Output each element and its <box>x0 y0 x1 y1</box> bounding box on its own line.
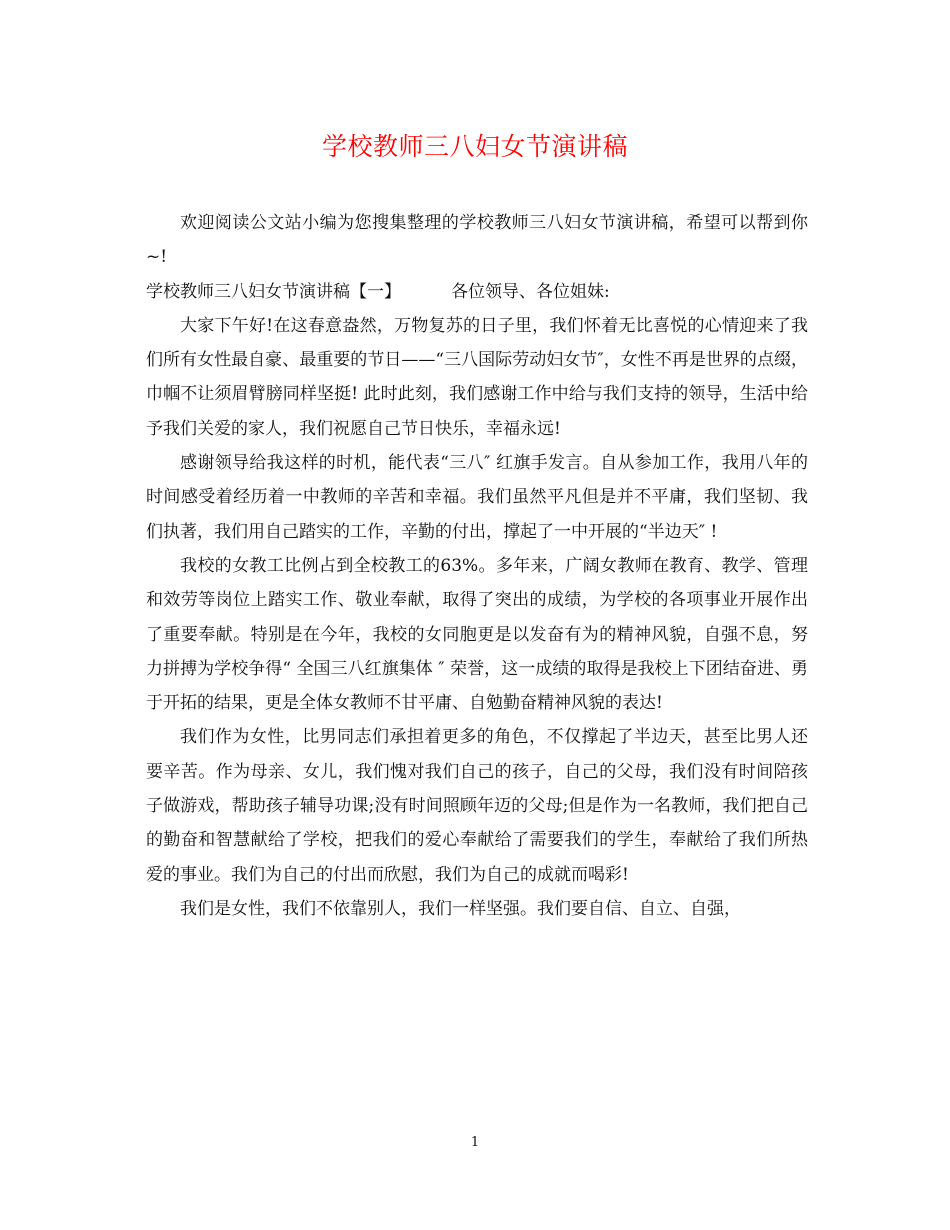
section-heading-line <box>146 275 808 309</box>
page-number: 1 <box>470 1135 480 1150</box>
body-paragraph: 感谢领导给我这样的时机，能代表“三八″ 红旗手发言。自从参加工作，我用八年的时间感受着经历着一中教师的辛苦和幸福。我们虽然平凡但是并不平庸，我们坚韧、我们执著，我们用自己踏实的工作，辛勤的付出，撑起了一中开展的“半边天″ ! <box>146 453 808 542</box>
body-paragraph: 我校的女教工比例占到全校教工的63%。多年来，广阔女教师在教育、教学、管理和效劳等岗位上踏实工作、敬业奉献，取得了突出的成绩，为学校的各项事业开展作出了重要奉献。特别是在今年，我校的女同胞更是以发奋有为的精神风貌，自强不息，努力拼搏为学校争得“ 全国三八红旗集体 ″ 荣誉，这一成绩的取得是我校上下团结奋进、勇于开拓的结果，更是全体女教师不甘平庸、自勉勤奋精神风貌的表达! <box>146 555 808 714</box>
body-paragraph: 我们是女性，我们不依靠别人，我们一样坚强。我们要自信、自立、自强， <box>180 898 741 919</box>
greeting: 各位领导、各位姐妹: <box>451 281 610 302</box>
section-heading: 学校教师三八妇女节演讲稿【一】 <box>146 281 401 302</box>
document-body <box>146 206 808 926</box>
intro-paragraph: 欢迎阅读公文站小编为您搜集整理的学校教师三八妇女节演讲稿，希望可以帮到你~! <box>146 213 808 268</box>
document-title: 学校教师三八妇女节演讲稿 <box>321 132 628 161</box>
body-paragraph: 我们作为女性，比男同志们承担着更多的角色，不仅撑起了半边天，甚至比男人还要辛苦。作为母亲、女儿，我们愧对我们自己的孩子，自己的父母，我们没有时间陪孩子做游戏，帮助孩子辅导功课;没有时间照顾年迈的父母;但是作为一名教师，我们把自己的勤奋和智慧献给了学校，把我们的爱心奉献给了需要我们的学生，奉献给了我们所热爱的事业。我们为自己的付出而欣慰，我们为自己的成就而喝彩! <box>146 727 808 885</box>
body-paragraph: 大家下午好!在这春意盎然，万物复苏的日子里，我们怀着无比喜悦的心情迎来了我们所有女性最自豪、最重要的节日——“三八国际劳动妇女节″，女性不再是世界的点缀，巾帼不让须眉臂膀同样坚挺! 此时此刻，我们感谢工作中给与我们支持的领导，生活中给予我们关爱的家人，我们祝愿自己节日快乐，幸福永远! <box>146 315 808 439</box>
